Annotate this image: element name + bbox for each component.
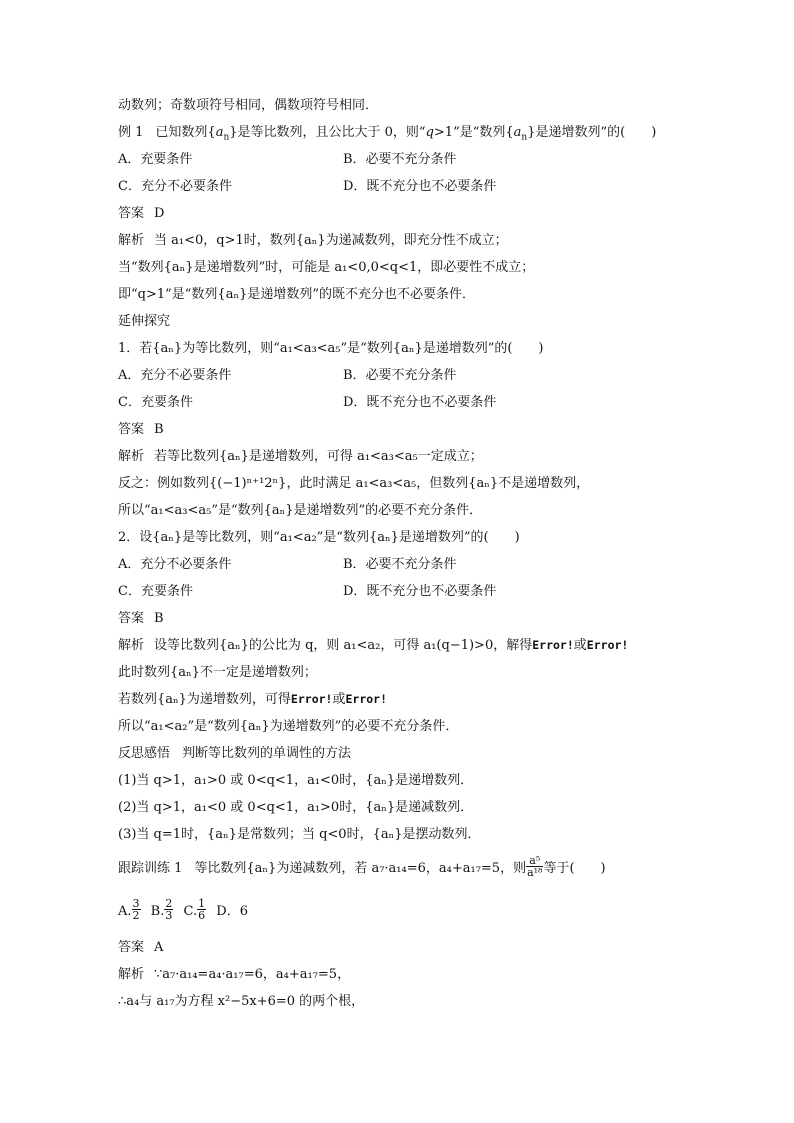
options-row [118,578,718,605]
fraction: $\frac{1}{6}$ [198,897,206,922]
error-placeholder: Error! [345,692,388,706]
example-label: 例 1 [118,125,144,140]
solution-line: 所以“a₁<a₃<a₅”是“数列{aₙ}是递增数列”的必要不充分条件． [118,503,483,518]
solution-line: 解析 若等比数列{aₙ}是递增数列，可得 a₁<a₃<a₅一定成立； [118,449,483,464]
tracking-label: 跟踪训练 1 [118,861,183,876]
solution-line: 解析 当 a₁<0，q>1时，数列{aₙ}为递减数列，即充分性不成立； [118,233,508,248]
solution-line: ∴a₄与 a₁₇为方程 x²−5x+6=0 的两个根， [118,994,365,1009]
option-b: B．必要不充分条件 [343,368,457,383]
document-page [118,92,718,1015]
answer-line [118,200,718,227]
fraction: $\frac{\text{a⁵}}{\text{a¹⁸}}$ [527,854,543,879]
solution-line: 解析 ∵a₇·a₁₄=a₄·a₁₇=6，a₄+a₁₇=5， [118,967,351,982]
options-row [118,890,718,934]
solution-label: 解析 [118,967,145,982]
options-row [118,389,718,416]
reflection-line: (3)当 q=1时，{aₙ}是常数列；当 q<0时，{aₙ}是摆动数列． [118,827,481,842]
section-heading: 延伸探究 [118,314,171,329]
option-b: B．必要不充分条件 [343,152,457,167]
reflection-line: (1)当 q>1，a₁>0 或 0<q<1，a₁<0时，{aₙ}是递增数列． [118,773,474,788]
solution-label: 解析 [118,233,145,248]
answer-line [118,605,718,632]
solution-label: 解析 [118,638,145,653]
question-2-stem: 2．设{aₙ}是等比数列，则“a₁<a₂”是“数列{aₙ}是递增数列”的( ) [118,530,520,545]
solution-line: 此时数列{aₙ}不一定是递增数列； [118,665,317,680]
solution-line: 解析 设等比数列{aₙ}的公比为 q，则 a₁<a₂，可得 a₁(q−1)>0，解得Error!或Error! [118,638,629,653]
answer-line [118,934,718,961]
answer-value: A [154,940,164,955]
answer-label: 答案 [118,206,145,221]
tracking-exercise-stem: 跟踪训练 1 等比数列{aₙ}为递减数列，若 a₇·a₁₄=6，a₄+a₁₇=5，则 $\frac{\text{a⁵}}{\text{a¹⁸}}$ 等于( ) [118,854,606,879]
error-placeholder: Error! [586,638,629,652]
option-d: D．既不充分也不必要条件 [343,395,497,410]
answer-value: B [154,611,164,626]
reflection-label: 反思感悟 [118,746,171,761]
option-c: C．充要条件 [118,395,193,410]
solution-line: 所以“a₁<a₂”是“数列{aₙ}为递增数列”的必要不充分条件． [118,719,459,734]
option-b: B．必要不充分条件 [343,557,457,572]
text-line: 动数列；奇数项符号相同，偶数项符号相同． [118,98,379,113]
solution-label: 解析 [118,449,145,464]
error-placeholder: Error! [290,692,333,706]
question-1-stem: 1．若{aₙ}为等比数列，则“a₁<a₃<a₅”是“数列{aₙ}是递增数列”的( ) [118,341,544,356]
answer-label: 答案 [118,940,145,955]
option-a: A．充要条件 [118,152,193,167]
answer-label: 答案 [118,611,145,626]
example-1-stem: 例 1 已知数列$\{a_n\}$是等比数列，且公比大于 0，则“q>1”是“数列$\{a_n\}$是递增数列”的( ) [118,125,657,143]
answer-value: D [154,206,165,221]
solution-line: 即“q>1”是“数列{aₙ}是递增数列”的既不充分也不必要条件． [118,287,475,302]
solution-line: 若数列{aₙ}为递增数列，可得Error!或Error! [118,692,388,707]
option-c: C．充要条件 [118,584,193,599]
option-a: A．充分不必要条件 [118,557,232,572]
solution-line: 当“数列{aₙ}是递增数列”时，可能是 a₁<0,0<q<1，即必要性不成立； [118,260,535,275]
option-c: C. $\frac{1}{6}$ [183,897,206,922]
option-a: A. $\frac{3}{2}$ [118,897,140,922]
answer-value: B [154,422,164,437]
options-row [118,146,718,173]
answer-label: 答案 [118,422,145,437]
option-b: B. $\frac{2}{3}$ [150,897,173,922]
answer-line [118,416,718,443]
solution-line: 反之：例如数列{(−1)ⁿ⁺¹2ⁿ}，此时满足 a₁<a₃<a₅，但数列{aₙ}不是递增数列， [118,476,590,491]
fraction: $\frac{2}{3}$ [165,897,173,922]
options-row [118,362,718,389]
reflection-title: 判断等比数列的单调性的方法 [182,746,352,761]
fraction: $\frac{3}{2}$ [132,897,140,922]
option-d: D．6 [216,904,248,919]
option-c: C．充分不必要条件 [118,179,232,194]
reflection-heading [118,740,718,767]
options-row [118,173,718,200]
option-a: A．充分不必要条件 [118,368,232,383]
option-d: D．既不充分也不必要条件 [343,584,497,599]
options-row [118,551,718,578]
option-d: D．既不充分也不必要条件 [343,179,497,194]
error-placeholder: Error! [532,638,574,652]
reflection-line: (2)当 q>1，a₁<0 或 0<q<1，a₁>0时，{aₙ}是递减数列． [118,800,474,815]
